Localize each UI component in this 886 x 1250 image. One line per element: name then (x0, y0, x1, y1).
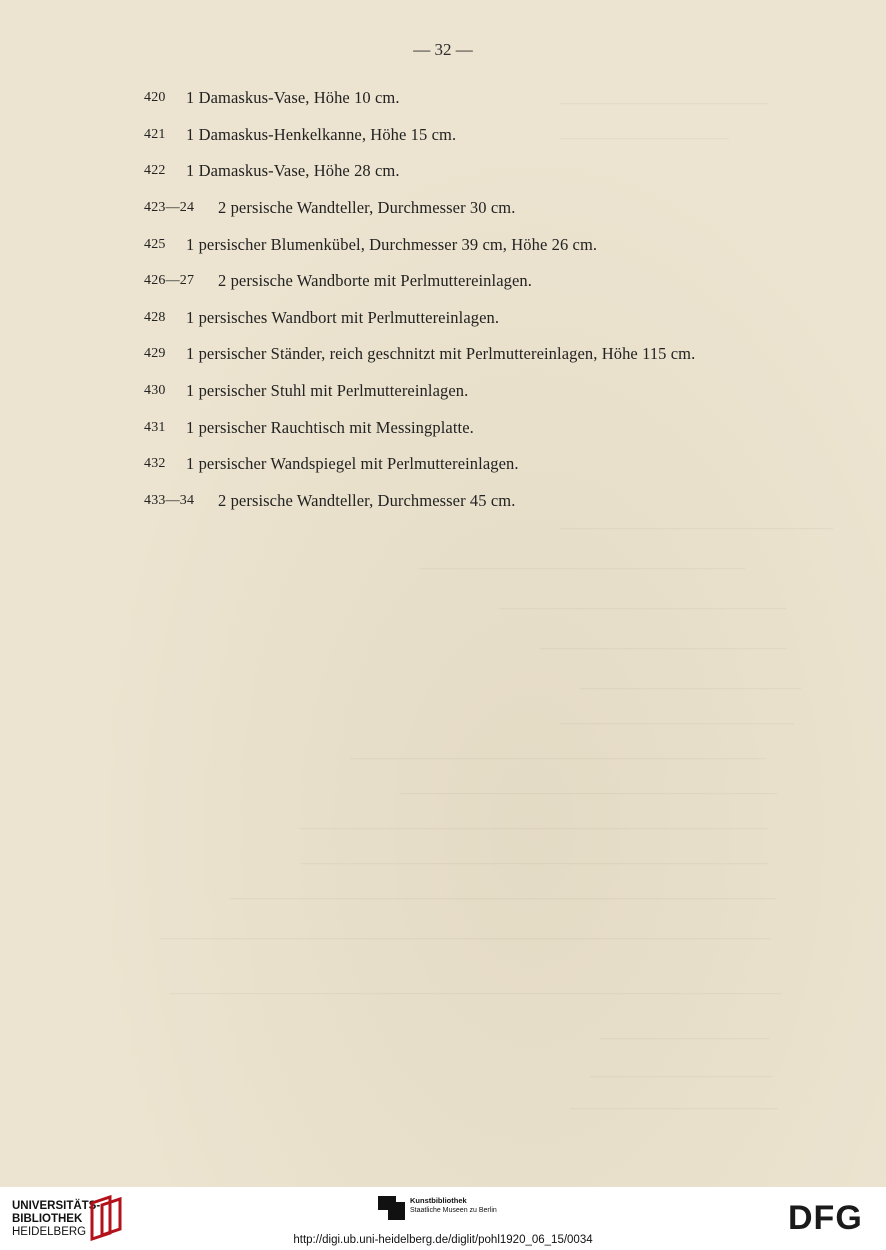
permalink-url[interactable]: http://digi.ub.uni-heidelberg.de/diglit/pohl1920_06_15/0034 (293, 1234, 593, 1246)
bleed-through: —————————————— (590, 1068, 772, 1083)
bleed-through: —————————————————————— (500, 600, 786, 615)
bleed-through: ——————————————————————————————————————————————— (160, 930, 771, 945)
kb-name: Kunstbibliothek (410, 1196, 467, 1205)
lot-description: 1 persischer Wandspiegel mit Perlmuttereinlagen. (186, 454, 519, 474)
bleed-through: ———————————————————————————————————— (300, 820, 768, 835)
bleed-through: ————————————————————————— (420, 560, 745, 575)
lot-description: 2 persische Wandteller, Durchmesser 45 cm. (218, 490, 516, 510)
kunstbibliothek-mark-icon (378, 1196, 405, 1220)
bleed-through: ————————————————— (580, 680, 801, 695)
catalogue-entry (144, 117, 804, 154)
bleed-through: ———————————————— (570, 1100, 778, 1115)
bleed-through: ———————————————————————————————————— (300, 855, 768, 870)
bleed-through: —————————————————— (560, 715, 794, 730)
lot-number: 430 (144, 383, 166, 399)
lot-number: 421 (144, 126, 166, 142)
lot-number: 433—34 (144, 492, 195, 508)
lot-number: 428 (144, 309, 166, 325)
catalogue-entry (144, 80, 804, 117)
catalogue-entry (144, 336, 804, 373)
bleed-through: ——————————————————————————————————————————————— (170, 985, 781, 1000)
lot-description: 1 persischer Rauchtisch mit Messingplatte. (186, 417, 474, 437)
lot-number: 431 (144, 419, 166, 435)
bleed-through: ————————————————————— (560, 520, 833, 535)
catalogue-entry (144, 153, 804, 190)
catalogue-entry (144, 446, 804, 483)
catalogue-entry (144, 263, 804, 300)
lot-description: 1 persischer Stuhl mit Perlmuttereinlagen. (186, 381, 469, 401)
lot-number: 423—24 (144, 200, 195, 216)
kunstbibliothek-logo[interactable] (378, 1196, 497, 1220)
lot-description: 1 Damaskus-Vase, Höhe 10 cm. (186, 88, 400, 108)
catalogue-entry (144, 409, 804, 446)
lot-number: 429 (144, 346, 166, 362)
catalogue-entries (144, 80, 804, 519)
catalogue-entry (144, 300, 804, 337)
bleed-through: —————————————————————————————————————————— (230, 890, 776, 905)
lot-number: 420 (144, 90, 166, 106)
dfg-logo[interactable]: DFG (788, 1199, 863, 1237)
lot-description: 2 persische Wandborte mit Perlmuttereinlagen. (218, 271, 532, 291)
catalogue-entry (144, 373, 804, 410)
bleed-through: ———————————————————————————————— (350, 750, 766, 765)
lot-description: 1 persisches Wandbort mit Perlmuttereinlagen. (186, 307, 500, 327)
library-name-line: UNIVERSITÄTS- (12, 1200, 101, 1212)
bleed-through: ————————————————————————————— (400, 785, 777, 800)
lot-description: 1 persischer Blumenkübel, Durchmesser 39 cm, Höhe 26 cm. (186, 234, 598, 254)
lot-description: 1 Damaskus-Henkelkanne, Höhe 15 cm. (186, 124, 457, 144)
lot-description: 1 persischer Ständer, reich geschnitzt mit Perlmuttereinlagen, Höhe 115 cm. (186, 344, 696, 364)
kunstbibliothek-text (410, 1196, 497, 1215)
bleed-through: ——————————————————— (540, 640, 787, 655)
bleed-through: ———————————————— (560, 95, 768, 110)
catalogue-entry (144, 483, 804, 520)
library-name-line: BIBLIOTHEK (12, 1213, 83, 1225)
lot-number: 426—27 (144, 273, 195, 289)
bleed-through: ————————————— (600, 1030, 769, 1045)
catalogue-entry (144, 226, 804, 263)
lot-description: 2 persische Wandteller, Durchmesser 30 cm. (218, 198, 516, 218)
library-name-line: HEIDELBERG (12, 1226, 87, 1238)
lot-description: 1 Damaskus-Vase, Höhe 28 cm. (186, 161, 400, 181)
page-number: — 32 — (413, 40, 473, 59)
lot-number: 425 (144, 236, 166, 252)
lot-number: 422 (144, 163, 166, 179)
bleed-through: ————————————— (560, 130, 729, 145)
catalogue-entry (144, 190, 804, 227)
kb-subtitle: Staatliche Museen zu Berlin (410, 1207, 497, 1214)
lot-number: 432 (144, 456, 166, 472)
